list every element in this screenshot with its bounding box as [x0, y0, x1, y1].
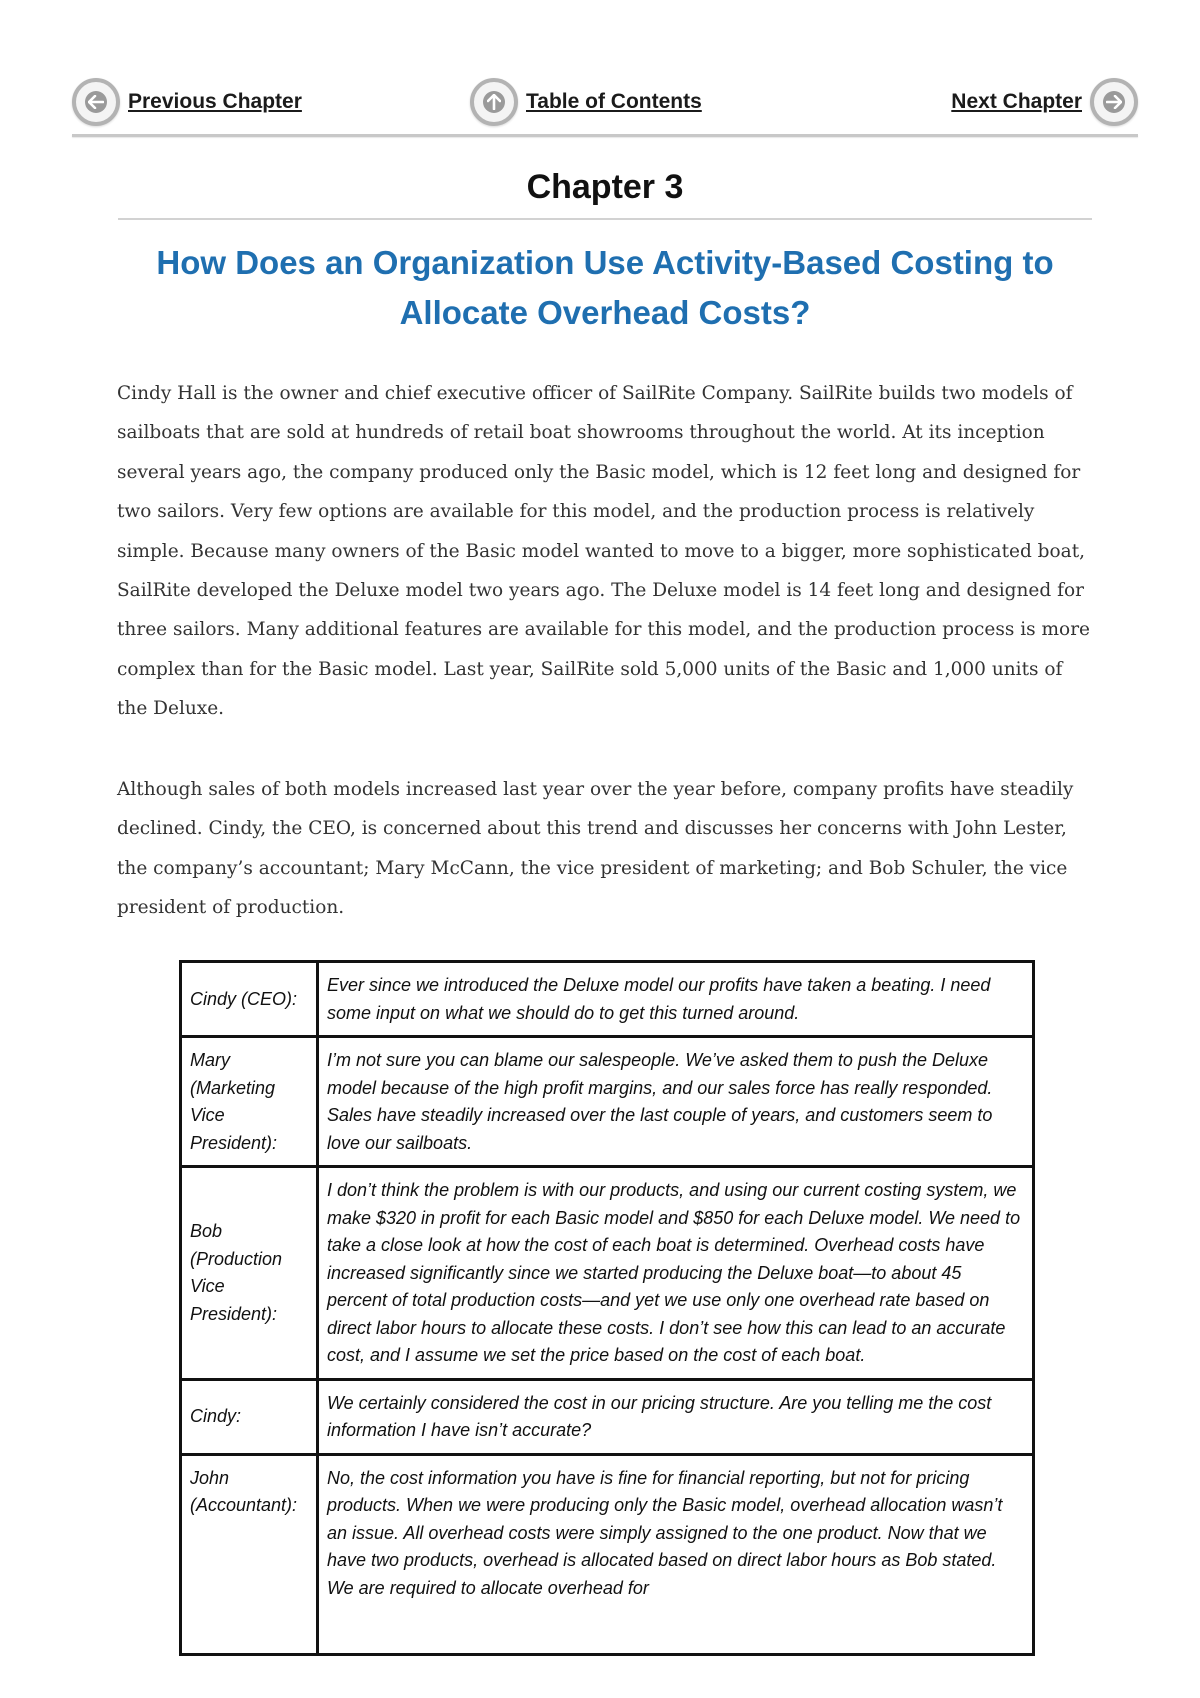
nav-divider: [72, 134, 1138, 137]
intro-paragraph: Cindy Hall is the owner and chief executive officer of SailRite Company. SailRite builds two models of sailboats that are sold at hundreds of retail boat showrooms throughout the world. At its inception several years ago, the company produced only the Basic model, which is 12 feet long and designed for two sailors. Very few options are available for this model, and the production process is relatively simple. Because many owners of the Basic model wanted to move to a bigger, more sophisticated boat, SailRite developed the Deluxe model two years ago. The Deluxe model is 14 feet long and designed for three sailors. Many additional features are available for this model, and the production process is more complex than for the Basic model. Last year, SailRite sold 5,000 units of the Basic and 1,000 units of the Deluxe.: [117, 383, 1090, 720]
dialogue-table: [179, 960, 1035, 1656]
dialogue-row: [181, 962, 1034, 1037]
next-chapter-label[interactable]: Next Chapter: [951, 90, 1082, 113]
chapter-divider: [118, 218, 1092, 220]
speech-cell: I’m not sure you can blame our salespeople. We’ve asked them to push the Deluxe model because of the high profit margins, and our sales force has really responded. Sales have steadily increased over the last couple of years, and customers seem to love our sailboats.: [318, 1037, 1034, 1167]
table-of-contents-label[interactable]: Table of Contents: [526, 90, 702, 113]
chapter-label: Chapter 3: [526, 168, 684, 206]
speaker-cell: Cindy (CEO):: [181, 962, 318, 1037]
speech-cell: No, the cost information you have is fine for financial reporting, but not for pricing products. When we were producing only the Basic model, overhead allocation wasn’t an issue. All overhead costs were simply assigned to the one product. Now that we have two products, overhead is allocated based on direct labor hours as Bob stated. We are required to allocate overhead for: [318, 1454, 1034, 1654]
arrow-up-icon[interactable]: [470, 78, 518, 126]
dialogue-row: [181, 1037, 1034, 1167]
dialogue-row: [181, 1379, 1034, 1454]
speech-cell: We certainly considered the cost in our pricing structure. Are you telling me the cost information I have isn’t accurate?: [318, 1379, 1034, 1454]
table-of-contents-link[interactable]: [470, 76, 710, 128]
previous-chapter-label[interactable]: Previous Chapter: [128, 90, 302, 113]
speaker-cell: Bob (Production Vice President):: [181, 1167, 318, 1380]
chapter-navigation: [72, 76, 1138, 132]
speaker-cell: Cindy:: [181, 1379, 318, 1454]
arrow-right-icon[interactable]: [1090, 78, 1138, 126]
context-paragraph: Although sales of both models increased last year over the year before, company profits have steadily declined. Cindy, the CEO, is concerned about this trend and discusses her concerns with John Lester, the company’s accountant; Mary McCann, the vice president of marketing; and Bob Schuler, the vice president of production.: [117, 779, 1074, 919]
speaker-cell: John (Accountant):: [181, 1454, 318, 1654]
speaker-cell: Mary (Marketing Vice President):: [181, 1037, 318, 1167]
chapter-title: How Does an Organization Use Activity-Based Costing to Allocate Overhead Costs?: [156, 244, 1054, 331]
dialogue-row: [181, 1167, 1034, 1380]
arrow-left-icon[interactable]: [72, 78, 120, 126]
dialogue-row: [181, 1454, 1034, 1654]
speech-cell: Ever since we introduced the Deluxe model our profits have taken a beating. I need some input on what we should do to get this turned around.: [318, 962, 1034, 1037]
previous-chapter-link[interactable]: [72, 76, 310, 128]
next-chapter-link[interactable]: [943, 76, 1138, 128]
speech-cell: I don’t think the problem is with our products, and using our current costing system, we make $320 in profit for each Basic model and $850 for each Deluxe model. We need to take a close look at how the cost of each boat is determined. Overhead costs have increased significantly since we started producing the Deluxe boat—to about 45 percent of total production costs—and yet we use only one overhead rate based on direct labor hours to allocate these costs. I don’t see how this can lead to an accurate cost, and I assume we set the price based on the cost of each boat.: [318, 1167, 1034, 1380]
